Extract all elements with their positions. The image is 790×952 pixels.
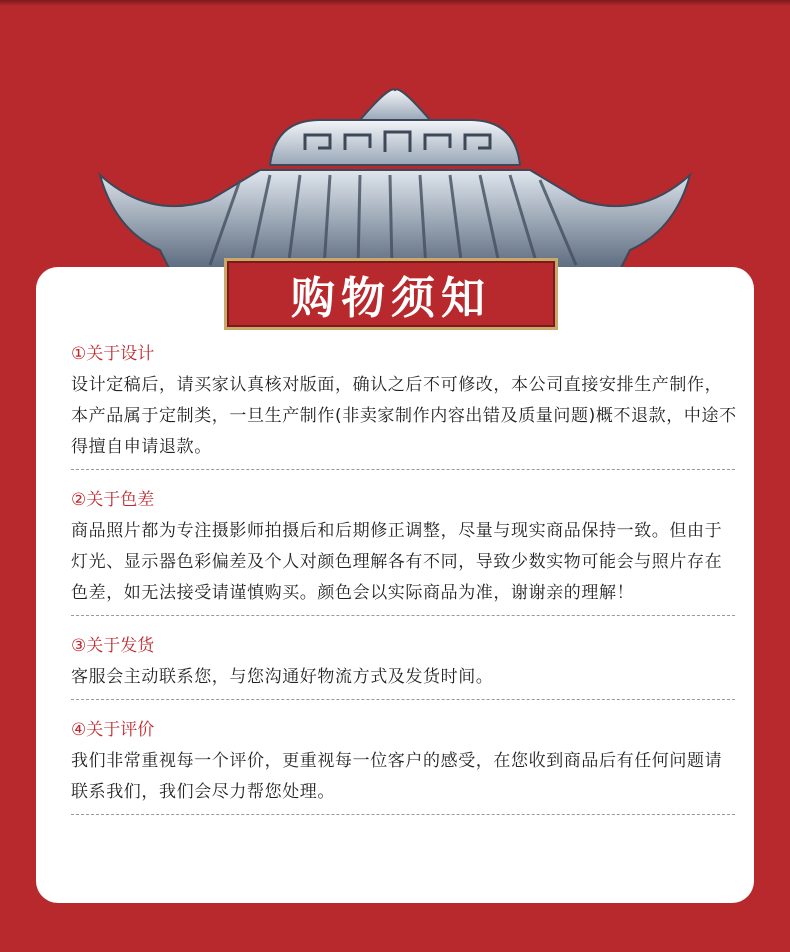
dashed-divider (71, 615, 735, 616)
section-title: ②关于色差 (71, 490, 155, 510)
section-color-difference (71, 488, 737, 616)
section-title: ④关于评价 (71, 720, 155, 740)
section-body: 客服会主动联系您，与您沟通好物流方式及发货时间。 (71, 667, 494, 687)
section-review (71, 718, 737, 815)
section-body: 我们非常重视每一个评价，更重视每一位客户的感受，在您收到商品后有任何问题请联系我们，我们会尽力帮您处理。 (71, 751, 723, 802)
section-title: ①关于设计 (71, 344, 155, 364)
page-title: 购物须知 (291, 273, 491, 324)
section-body: 设计定稿后，请买家认真核对版面，确认之后不可修改，本公司直接安排生产制作，本产品属于定制类，一旦生产制作(非卖家制作内容出错及质量问题)概不退款，中途不得擅自申请退款。 (71, 375, 737, 457)
dashed-divider (71, 699, 735, 700)
section-shipping (71, 634, 737, 700)
section-design (71, 342, 737, 470)
section-title: ③关于发货 (71, 636, 155, 656)
title-banner (224, 258, 558, 330)
dashed-divider (71, 469, 735, 470)
section-body: 商品照片都为专注摄影师拍摄后和后期修正调整，尽量与现实商品保持一致。但由于灯光、显示器色彩偏差及个人对颜色理解各有不同，导致少数实物可能会与照片存在色差，如无法接受请谨慎购买。颜色会以实际商品为准，谢谢亲的理解！ (71, 521, 723, 603)
dashed-divider (71, 814, 735, 815)
top-strip (0, 0, 790, 6)
notice-content (71, 342, 737, 829)
